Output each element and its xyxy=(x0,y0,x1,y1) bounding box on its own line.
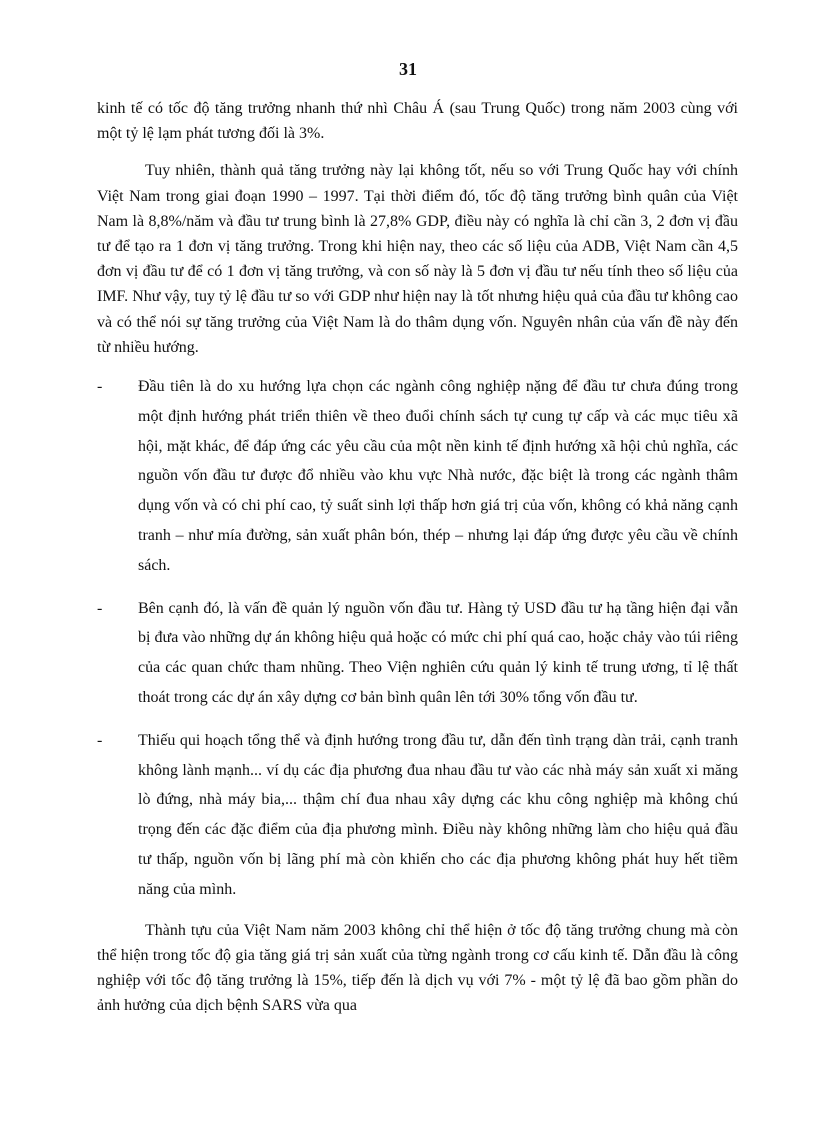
page-number: 31 xyxy=(399,59,417,79)
cause-list xyxy=(97,372,738,905)
list-item-text: Bên cạnh đó, là vấn đề quản lý nguồn vốn đầu tư. Hàng tỷ USD đầu tư hạ tầng hiện đại vẫn bị đưa vào những dự án không hiệu quả hoặc có mức chi phí quá cao, hoặc chảy vào túi riêng của các quan chức tham nhũng. Theo Viện nghiên cứu quản lý kinh tế trung ương, tỉ lệ thất thoát trong các dự án xây dựng cơ bản bình quân lên tới 30% tổng vốn đầu tư. xyxy=(138,599,738,706)
dash-marker: - xyxy=(97,731,103,749)
list-item-text: Đầu tiên là do xu hướng lựa chọn các ngành công nghiệp nặng để đầu tư chưa đúng trong một định hướng phát triển thiên về theo đuổi chính sách tự cung tự cấp và các mục tiêu xã hội, mặt khác, để đáp ứng các yêu cầu của một nền kinh tế định hướng xã hội chủ nghĩa, các nguồn vốn đầu tư được đổ nhiều vào khu vực Nhà nước, đặc biệt là trong các ngành thâm dụng vốn và có chi phí cao, tỷ suất sinh lợi thấp hơn giá trị của vốn, không có khả năng cạnh tranh – như mía đường, sản xuất phân bón, thép – nhưng lại đáp ứng được yêu cầu về chính sách. xyxy=(138,378,738,574)
dash-marker: - xyxy=(97,378,103,396)
paragraph-intro: kinh tế có tốc độ tăng trưởng nhanh thứ nhì Châu Á (sau Trung Quốc) trong năm 2003 cùng với một tỷ lệ lạm phát tương đối là 3%. xyxy=(97,100,738,143)
dash-marker: - xyxy=(97,599,103,617)
list-item xyxy=(97,726,738,905)
list-item-text: Thiếu qui hoạch tổng thể và định hướng trong đầu tư, dẫn đến tình trạng dàn trải, cạnh tranh không lành mạnh... ví dụ các địa phương đua nhau đầu tư vào các nhà máy sản xuất xi măng lò đứng, nhà máy bia,... thậm chí đua nhau xây dựng các khu công nghiệp mà không chú trọng đến các đặc điểm của địa phương mình. Điều này không những làm cho hiệu quả đầu tư thấp, nguồn vốn bị lãng phí mà còn khiến cho các địa phương không phát huy hết tiềm năng của mình. xyxy=(138,731,738,898)
list-item xyxy=(97,594,738,713)
paragraph-growth-quality: Tuy nhiên, thành quả tăng trưởng này lại không tốt, nếu so với Trung Quốc hay với chính Việt Nam trong giai đoạn 1990 – 1997. Tại thời điểm đó, tốc độ tăng trưởng bình quân của Việt Nam là 8,8%/năm và đầu tư trung bình là 27,8% GDP, điều này có nghĩa là chỉ cần 3, 2 đơn vị đầu tư để tạo ra 1 đơn vị tăng trưởng. Trong khi hiện nay, theo các số liệu của ADB, Việt Nam cần 4,5 đơn vị đầu tư để có 1 đơn vị tăng trưởng, và con số này là 5 đơn vị đầu tư nếu tính theo số liệu của IMF. Như vậy, tuy tỷ lệ đầu tư so với GDP như hiện nay là tốt nhưng hiệu quả của đầu tư không cao và có thể nói sự tăng trưởng của Việt Nam là do thâm dụng vốn. Nguyên nhân của vấn đề này đến từ nhiều hướng. xyxy=(97,162,738,356)
paragraph-achievements: Thành tựu của Việt Nam năm 2003 không chỉ thể hiện ở tốc độ tăng trưởng chung mà còn thể hiện trong tốc độ gia tăng giá trị sản xuất của từng ngành trong cơ cấu kinh tế. Dẫn đầu là công nghiệp với tốc độ tăng trưởng là 15%, tiếp đến là dịch vụ với 7% - một tỷ lệ đã bao gồm phần do ảnh hưởng của dịch bệnh SARS vừa qua xyxy=(97,921,738,1015)
list-item xyxy=(97,372,738,581)
page-content xyxy=(97,96,738,1030)
